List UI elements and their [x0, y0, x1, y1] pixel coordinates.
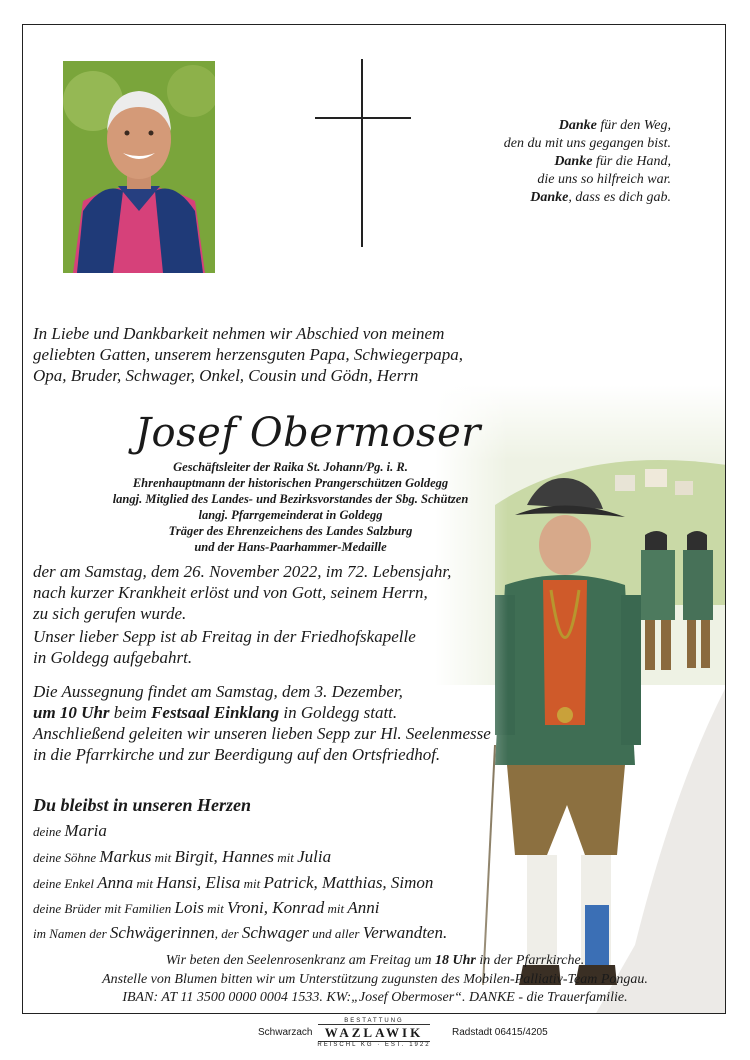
family-row: deine Enkel Anna mit Hansi, Elisa mit Patrick, Matthias, Simon	[33, 873, 434, 892]
death-text: der am Samstag, dem 26. November 2022, im 72. Lebensjahr, nach kurzer Krankheit erlöst und von Gott, seinem Herrn, zu sich gerufen wurde.	[33, 562, 452, 623]
rosary-text: Wir beten den Seelenrosenkranz am Freitag um 18 Uhr in der Pfarrkirche.	[165, 953, 585, 968]
deceased-name: Josef Obermoser	[135, 410, 481, 456]
viewing-text: Unser lieber Sepp ist ab Freitag in der Friedhofskapelle in Goldegg aufgebahrt.	[33, 627, 416, 667]
cross-icon	[315, 59, 411, 247]
family-row: deine Maria	[33, 821, 107, 840]
footer-location-right: Radstadt 06415/4205	[452, 1027, 548, 1038]
funeral-home-logo: BESTATTUNG WAZLAWIK REISCHL KG · EST. 1922	[317, 1018, 431, 1048]
iban-text: IBAN: AT 11 3500 0000 0004 1533. KW:„Josef Obermoser“. DANKE - die Trauerfamilie.	[122, 990, 628, 1005]
funeral-text: Die Aussegnung findet am Samstag, dem 3. Dezember, um 10 Uhr beim Festsaal Einklang in Goldegg statt. Anschließend geleiten wir unseren lieben Sepp zur Hl. Seelenmesse in die Pfarrkirche und zur Beerdigung auf den Ortsfriedhof.	[33, 682, 491, 764]
footer-location-left: Schwarzach	[258, 1027, 313, 1038]
family-row: im Namen der Schwägerinnen, der Schwager und aller Verwandten.	[33, 923, 448, 942]
poem: Danke für den Weg, den du mit uns gegangen bist. Danke für die Hand, die uns so hilfreich war. Danke, dass es dich gab.	[503, 118, 671, 205]
titles-list: Geschäftsleiter der Raika St. Johann/Pg. i. R. Ehrenhauptmann der historischen Prangerschützen Goldegg langj. Mitglied des Landes- und Bezirksvorstandes der Sbg. Schützen langj. Pfarrgemeinderat in Goldegg Träger des Ehrenzeichens des Landes Salzburg und der Hans-Paarhammer-Medaille	[112, 460, 469, 554]
herzen-heading: Du bleibst in unseren Herzen	[33, 795, 252, 815]
family-row: deine Söhne Markus mit Birgit, Hannes mit Julia	[33, 847, 332, 866]
family-row: deine Brüder mit Familien Lois mit Vroni, Konrad mit Anni	[33, 898, 380, 917]
parte-frame	[22, 24, 726, 1014]
donation-text: Anstelle von Blumen bitten wir um Unterstützung zugunsten des Mobilen-Palliativ-Team Pongau.	[102, 972, 648, 987]
intro-text: In Liebe und Dankbarkeit nehmen wir Abschied von meinem geliebten Gatten, unserem herzensguten Papa, Schwiegerpapa, Opa, Bruder, Schwager, Onkel, Cousin und Gödn, Herrn	[33, 324, 463, 385]
footer	[0, 1016, 750, 1060]
portrait-photo	[63, 61, 215, 273]
